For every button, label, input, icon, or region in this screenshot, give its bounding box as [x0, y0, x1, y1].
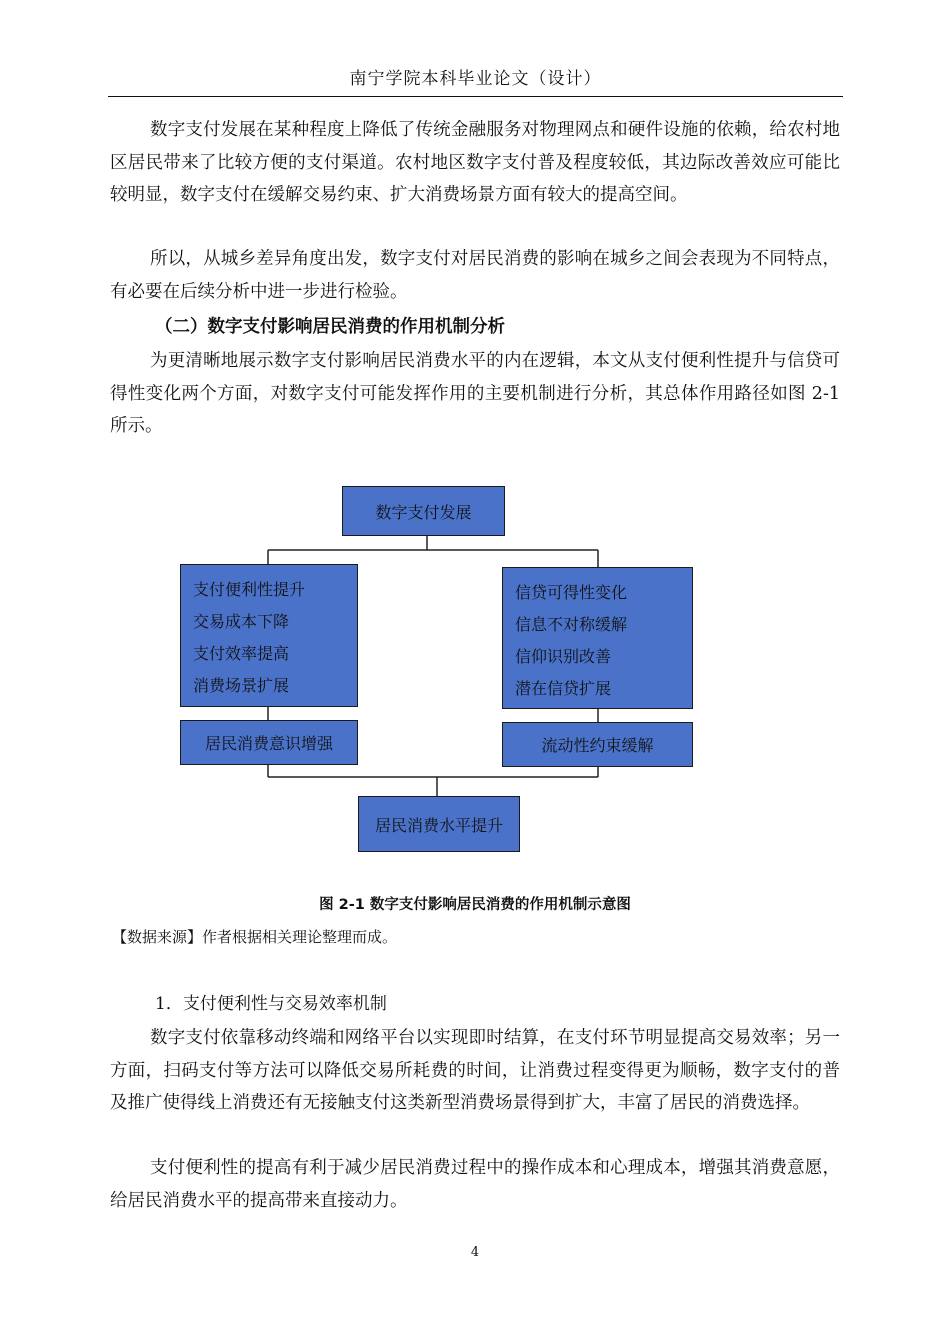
diagram-right-item: 信息不对称缓解: [515, 615, 628, 634]
diagram-left-result-label: 居民消费意识增强: [204, 734, 333, 753]
diagram-right-result-label: 流动性约束缓解: [541, 736, 654, 755]
section-heading: （二）数字支付影响居民消费的作用机制分析: [155, 317, 505, 337]
diagram-right-item: 潜在信贷扩展: [515, 679, 612, 698]
paragraph-2: 所以，从城乡差异角度出发，数字支付对居民消费的影响在城乡之间会表现为不同特点，有必要在后续分析中进一步进行检验。: [110, 249, 840, 302]
diagram-left-item: 消费场景扩展: [193, 676, 290, 695]
diagram-left-item: 交易成本下降: [193, 612, 290, 631]
diagram-left-box: [180, 564, 358, 707]
diagram-right-item: 信仰识别改善: [515, 647, 612, 666]
paragraph-1: 数字支付发展在某种程度上降低了传统金融服务对物理网点和硬件设施的依赖，给农村地区居民带来了比较方便的支付渠道。农村地区数字支付普及程度较低，其边际改善效应可能比较明显，数字支付在缓解交易约束、扩大消费场景方面有较大的提高空间。: [110, 120, 840, 205]
paragraph-3: 为更清晰地展示数字支付影响居民消费水平的内在逻辑，本文从支付便利性提升与信贷可得性变化两个方面，对数字支付可能发挥作用的主要机制进行分析，其总体作用路径如图 2-1 所示。: [110, 351, 840, 436]
diagram-right-item: 信贷可得性变化: [515, 583, 628, 602]
diagram-left-result-box: [180, 720, 358, 765]
diagram-right-result-box: [502, 722, 693, 767]
subsection-heading: 1．支付便利性与交易效率机制: [155, 994, 387, 1014]
paragraph-5: 支付便利性的提高有利于减少居民消费过程中的操作成本和心理成本，增强其消费意愿，给居民消费水平的提高带来直接动力。: [110, 1158, 840, 1211]
diagram-bottom-label: 居民消费水平提升: [374, 815, 503, 835]
diagram-right-box: [502, 567, 693, 709]
page-header: 南宁学院本科毕业论文（设计）: [108, 62, 843, 97]
diagram-bottom-box: [358, 796, 520, 852]
diagram-top-box: [342, 486, 505, 536]
page-number: 4: [470, 1245, 480, 1260]
diagram-left-item: 支付便利性提升: [193, 580, 306, 599]
figure-caption: 图 2-1 数字支付影响居民消费的作用机制示意图: [319, 897, 631, 913]
diagram-top-label: 数字支付发展: [375, 502, 472, 522]
figure-source: 【数据来源】作者根据相关理论整理而成。: [112, 928, 398, 946]
diagram-left-item: 支付效率提高: [193, 644, 290, 663]
paragraph-4: 数字支付依靠移动终端和网络平台以实现即时结算，在支付环节明显提高交易效率；另一方面，扫码支付等方法可以降低交易所耗费的时间，让消费过程变得更为顺畅，数字支付的普及推广使得线上消费还有无接触支付这类新型消费场景得到扩大，丰富了居民的消费选择。: [110, 1028, 840, 1113]
